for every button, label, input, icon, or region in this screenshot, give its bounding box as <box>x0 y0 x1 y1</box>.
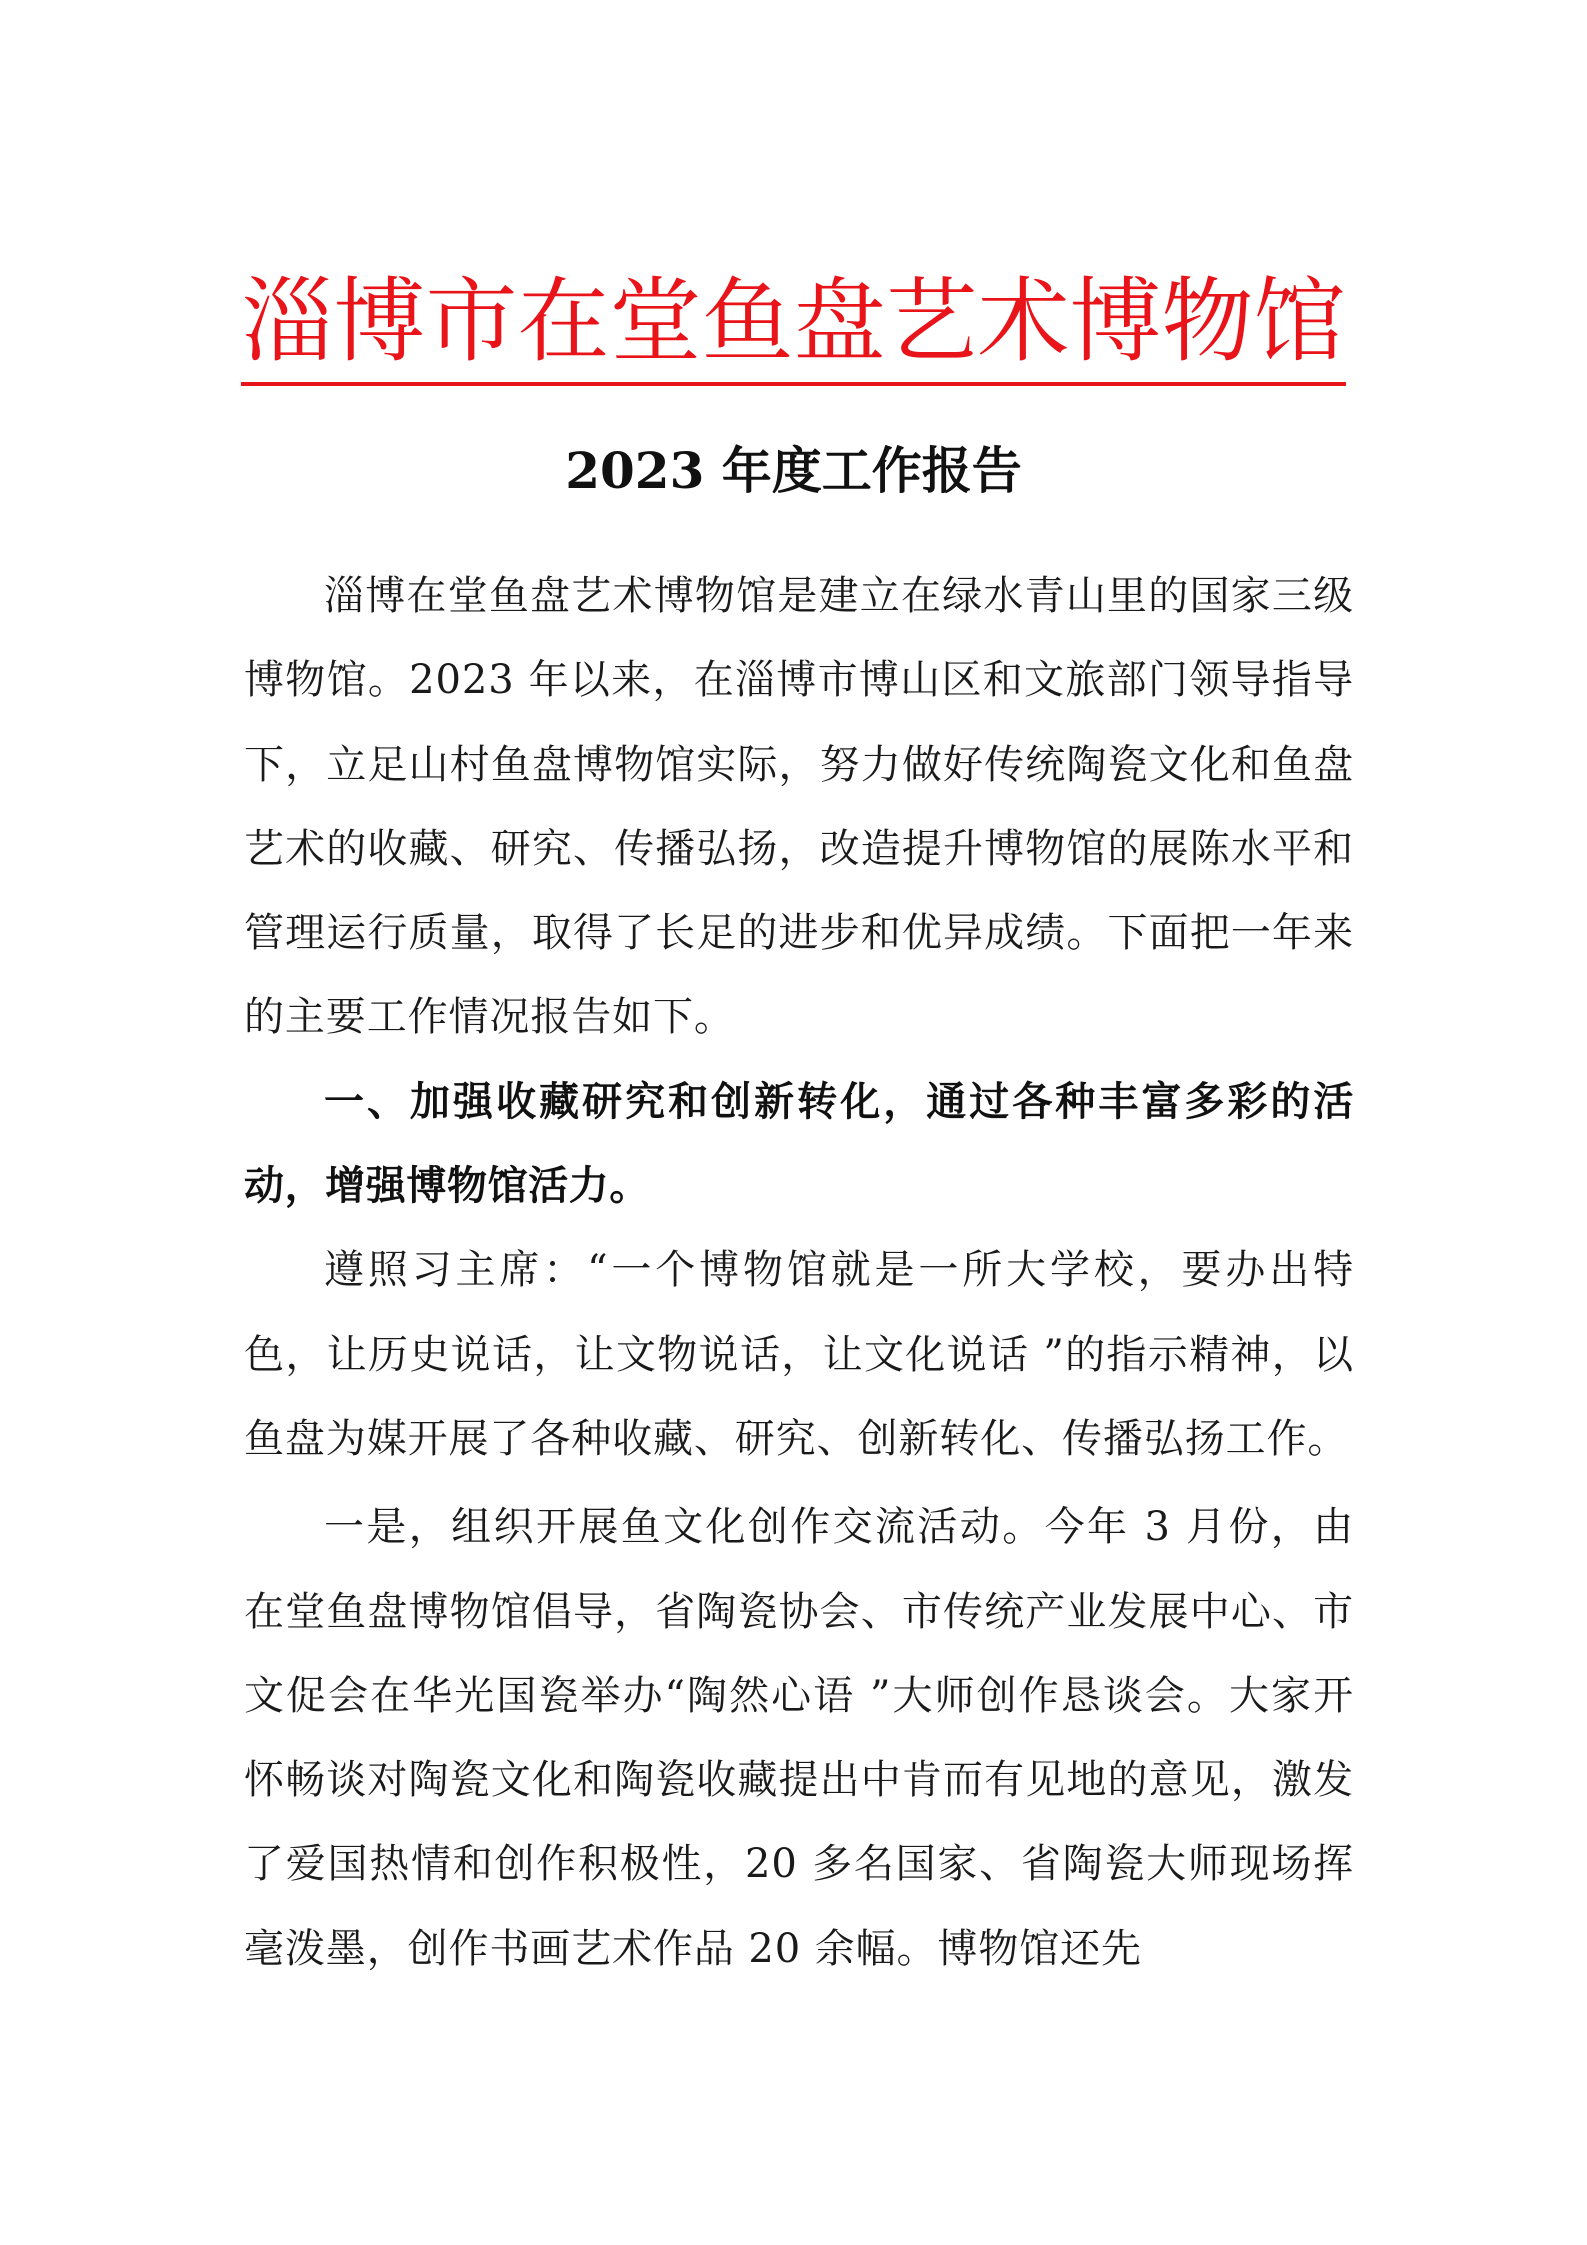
report-title: 2023 年度工作报告 <box>565 441 1022 500</box>
body-paragraph: 遵照习主席：“一个博物馆就是一所大学校，要办出特色，让历史说话，让文物说话，让文化说话 ”的指示精神，以鱼盘为媒开展了各种收藏、研究、创新转化、传播弘扬工作。 <box>244 1247 1354 1462</box>
body-paragraph: 一是，组织开展鱼文化创作交流活动。今年 3 月份，由在堂鱼盘博物馆倡导，省陶瓷协会、市传统产业发展中心、市文促会在华光国瓷举办“陶然心语 ”大师创作恳谈会。大家开怀畅谈对陶瓷文化和陶瓷收藏提出中肯而有见地的意见，激发了爱国热情和创作积极性，20 多名国家、省陶瓷大师现场挥毫泼墨，创作书画艺术作品 20 余幅。博物馆还先 <box>244 1504 1354 1972</box>
intro-paragraph: 淄博在堂鱼盘艺术博物馆是建立在绿水青山里的国家三级博物馆。2023 年以来，在淄博市博山区和文旅部门领导指导下，立足山村鱼盘博物馆实际，努力做好传统陶瓷文化和鱼盘艺术的收藏、研究、传播弘扬，改造提升博物馆的展陈水平和管理运行质量，取得了长足的进步和优异成绩。下面把一年来的主要工作情况报告如下。 <box>244 573 1354 1041</box>
org-title <box>0 268 1587 386</box>
org-title-text: 淄博市在堂鱼盘艺术博物馆 <box>241 268 1345 386</box>
section-heading: 一、加强收藏研究和创新转化，通过各种丰富多彩的活动，增强博物馆活力。 <box>244 1077 1354 1210</box>
report-body <box>244 554 1354 1991</box>
